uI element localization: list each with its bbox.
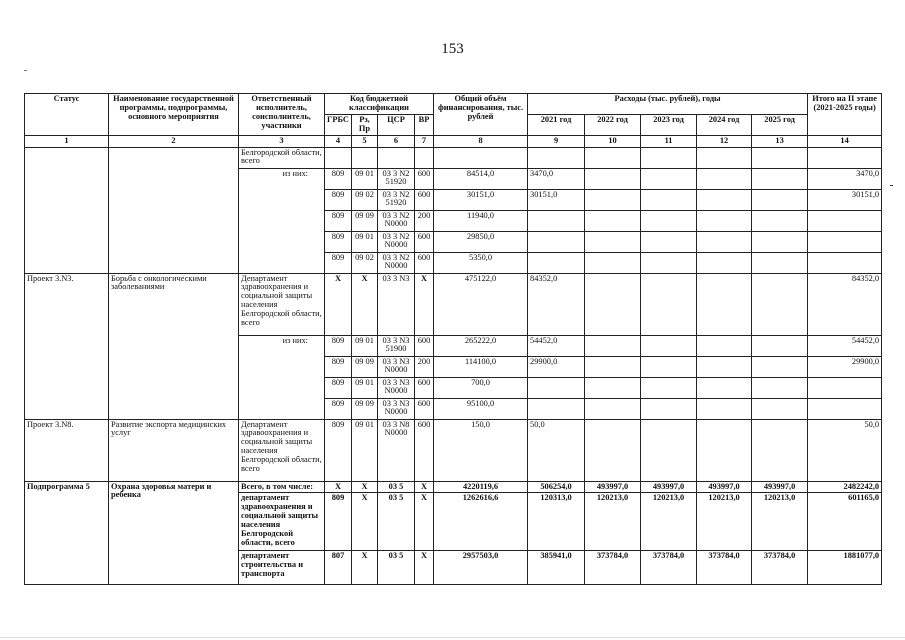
rz-pr-cell: 09 01 (352, 419, 378, 481)
rz-pr-cell: 09 01 (352, 168, 378, 189)
year-2025-cell (752, 356, 808, 377)
vr-cell: 600 (415, 231, 434, 252)
budget-table (24, 93, 882, 585)
rz-pr-cell: Х (352, 551, 378, 585)
year-2022-cell (585, 168, 641, 189)
responsible-cell: департамент здравоохранения и социальной защиты населения Белгородской области, всего (239, 493, 325, 551)
responsible-cell: Департамент здравоохранения и социальной защиты населения Белгородской области, всего (239, 273, 325, 335)
header-budget-code: Код бюджетной классификации (325, 94, 434, 115)
csr-cell: 03 3 N3 N0000 (378, 398, 415, 419)
table-row (25, 481, 882, 493)
year-2022-cell: 493997,0 (585, 481, 641, 493)
total-cell: 29850,0 (434, 231, 528, 252)
year-2023-cell (641, 419, 697, 481)
rz-pr-cell (352, 147, 378, 168)
year-2022-cell (585, 419, 641, 481)
grbs-cell: 809 (325, 377, 352, 398)
stage-total-cell: 3470,0 (808, 168, 882, 189)
csr-cell: 03 3 N3 (378, 273, 415, 335)
year-2024-cell (697, 147, 752, 168)
year-2023-cell (641, 377, 697, 398)
csr-cell: 03 3 N2 51920 (378, 189, 415, 210)
grbs-cell: 809 (325, 493, 352, 551)
responsible-cell: Департамент здравоохранения и социальной защиты населения Белгородской области, всего (239, 419, 325, 481)
column-number: 8 (434, 135, 528, 147)
stage-total-cell: 2482242,0 (808, 481, 882, 493)
vr-cell (415, 147, 434, 168)
year-2025-cell (752, 419, 808, 481)
grbs-cell: 809 (325, 335, 352, 356)
total-cell: 475122,0 (434, 273, 528, 335)
grbs-cell: 809 (325, 210, 352, 231)
year-2021-cell: 506254,0 (528, 481, 585, 493)
stage-total-cell (808, 210, 882, 231)
header-grbs: ГРБС (325, 114, 352, 135)
year-2025-cell (752, 210, 808, 231)
stage-total-cell: 601165,0 (808, 493, 882, 551)
year-2023-cell (641, 147, 697, 168)
grbs-cell: 809 (325, 419, 352, 481)
year-2025-cell: 493997,0 (752, 481, 808, 493)
year-2021-cell (528, 377, 585, 398)
column-number: 12 (697, 135, 752, 147)
column-number: 5 (352, 135, 378, 147)
header-expenses: Расходы (тыс. рублей), годы (528, 94, 808, 115)
year-2024-cell: 373784,0 (697, 551, 752, 585)
year-2024-cell (697, 356, 752, 377)
column-number: 7 (415, 135, 434, 147)
year-2024-cell (697, 398, 752, 419)
vr-cell: 600 (415, 252, 434, 273)
total-cell: 95100,0 (434, 398, 528, 419)
year-2025-cell (752, 231, 808, 252)
grbs-cell: Х (325, 273, 352, 335)
year-2025-cell (752, 252, 808, 273)
year-2021-cell: 120313,0 (528, 493, 585, 551)
csr-cell: 03 3 N3 N0000 (378, 356, 415, 377)
year-2022-cell (585, 356, 641, 377)
sub-label: из них: (282, 335, 308, 345)
grbs-cell: 809 (325, 252, 352, 273)
year-2023-cell: 373784,0 (641, 551, 697, 585)
year-2024-cell (697, 189, 752, 210)
rz-pr-cell: 09 09 (352, 210, 378, 231)
vr-cell: 600 (415, 398, 434, 419)
year-2023-cell (641, 189, 697, 210)
table-row (25, 273, 882, 335)
year-2021-cell: 54452,0 (528, 335, 585, 356)
csr-cell: 03 5 (378, 551, 415, 585)
csr-cell: 03 3 N2 N0000 (378, 210, 415, 231)
year-2023-cell (641, 356, 697, 377)
year-2024-cell (697, 210, 752, 231)
total-cell: 11940,0 (434, 210, 528, 231)
stage-total-cell (808, 398, 882, 419)
responsible-cell: департамент строительства и транспорта (239, 551, 325, 585)
column-number: 11 (641, 135, 697, 147)
table-row (25, 419, 882, 481)
year-2024-cell (697, 377, 752, 398)
header-responsible: Ответственный исполнитель, соисполнитель, участники (239, 94, 325, 136)
name-cell: Развитие экспорта медицинских услуг (109, 419, 239, 481)
year-2021-cell (528, 398, 585, 419)
vr-cell: 600 (415, 377, 434, 398)
vr-cell: 600 (415, 168, 434, 189)
name-cell: Охрана здоровья матери и ребенка (109, 481, 239, 585)
csr-cell: 03 5 (378, 493, 415, 551)
year-2023-cell: 493997,0 (641, 481, 697, 493)
year-2022-cell: 120213,0 (585, 493, 641, 551)
year-2021-cell: 3470,0 (528, 168, 585, 189)
header-status: Статус (25, 94, 109, 136)
name-cell: Борьба с онкологическими заболеваниями (109, 273, 239, 419)
year-2024-cell: 493997,0 (697, 481, 752, 493)
status-cell: Проект 3.N3. (25, 273, 109, 419)
year-2023-cell (641, 252, 697, 273)
year-2023-cell (641, 231, 697, 252)
grbs-cell: Х (325, 481, 352, 493)
year-2021-cell (528, 252, 585, 273)
sub-label-cell (239, 168, 325, 273)
header-2023: 2023 год (641, 114, 697, 135)
year-2025-cell (752, 377, 808, 398)
scan-mark (0, 637, 905, 638)
header-2022: 2022 год (585, 114, 641, 135)
grbs-cell (325, 147, 352, 168)
rz-pr-cell: 09 02 (352, 252, 378, 273)
year-2022-cell (585, 231, 641, 252)
csr-cell (378, 147, 415, 168)
scan-mark (24, 70, 27, 71)
stage-total-cell: 54452,0 (808, 335, 882, 356)
year-2022-cell: 373784,0 (585, 551, 641, 585)
year-2021-cell (528, 231, 585, 252)
vr-cell: Х (415, 481, 434, 493)
year-2023-cell (641, 168, 697, 189)
total-cell: 4220119,6 (434, 481, 528, 493)
year-2024-cell (697, 252, 752, 273)
stage-total-cell (808, 377, 882, 398)
page-number: 153 (441, 41, 464, 57)
vr-cell: Х (415, 493, 434, 551)
name-cell (109, 147, 239, 273)
rz-pr-cell: Х (352, 273, 378, 335)
year-2022-cell (585, 147, 641, 168)
total-cell: 150,0 (434, 419, 528, 481)
year-2023-cell: 120213,0 (641, 493, 697, 551)
year-2021-cell: 84352,0 (528, 273, 585, 335)
year-2025-cell: 373784,0 (752, 551, 808, 585)
status-cell (25, 147, 109, 273)
year-2022-cell (585, 335, 641, 356)
scan-dot (890, 185, 893, 186)
stage-total-cell (808, 147, 882, 168)
csr-cell: 03 3 N2 51920 (378, 168, 415, 189)
year-2022-cell (585, 252, 641, 273)
grbs-cell: 809 (325, 231, 352, 252)
csr-cell: 03 3 N2 N0000 (378, 252, 415, 273)
year-2024-cell (697, 335, 752, 356)
header-2021: 2021 год (528, 114, 585, 135)
column-number: 3 (239, 135, 325, 147)
csr-cell: 03 3 N2 N0000 (378, 231, 415, 252)
total-cell: 700,0 (434, 377, 528, 398)
year-2022-cell (585, 210, 641, 231)
year-2024-cell (697, 273, 752, 335)
column-number: 13 (752, 135, 808, 147)
year-2025-cell (752, 335, 808, 356)
rz-pr-cell: Х (352, 493, 378, 551)
header-2024: 2024 год (697, 114, 752, 135)
stage-total-cell: 1881077,0 (808, 551, 882, 585)
column-number: 10 (585, 135, 641, 147)
column-number: 2 (109, 135, 239, 147)
stage-total-cell: 84352,0 (808, 273, 882, 335)
csr-cell: 03 3 N8 N0000 (378, 419, 415, 481)
table-header-row (25, 94, 882, 115)
rz-pr-cell: 09 01 (352, 335, 378, 356)
year-2025-cell (752, 189, 808, 210)
year-2021-cell: 29900,0 (528, 356, 585, 377)
grbs-cell: 807 (325, 551, 352, 585)
header-total: Общий объём финансирования, тыс. рублей (434, 94, 528, 136)
header-csr: ЦСР (378, 114, 415, 135)
year-2024-cell (697, 419, 752, 481)
year-2023-cell (641, 398, 697, 419)
vr-cell: Х (415, 551, 434, 585)
header-2025: 2025 год (752, 114, 808, 135)
responsible-cell: Белгородской области, всего (239, 147, 325, 168)
vr-cell: 200 (415, 356, 434, 377)
column-number: 1 (25, 135, 109, 147)
year-2021-cell (528, 147, 585, 168)
year-2025-cell: 120213,0 (752, 493, 808, 551)
vr-cell: 200 (415, 210, 434, 231)
column-number-row (25, 135, 882, 147)
stage-total-cell: 50,0 (808, 419, 882, 481)
year-2025-cell (752, 168, 808, 189)
total-cell: 84514,0 (434, 168, 528, 189)
year-2025-cell (752, 147, 808, 168)
total-cell: 1262616,6 (434, 493, 528, 551)
total-cell: 265222,0 (434, 335, 528, 356)
column-number: 4 (325, 135, 352, 147)
rz-pr-cell: Х (352, 481, 378, 493)
stage-total-cell: 30151,0 (808, 189, 882, 210)
year-2024-cell (697, 168, 752, 189)
total-cell (434, 147, 528, 168)
year-2025-cell (752, 398, 808, 419)
rz-pr-cell: 09 02 (352, 189, 378, 210)
year-2024-cell: 120213,0 (697, 493, 752, 551)
year-2021-cell: 385941,0 (528, 551, 585, 585)
stage-total-cell (808, 231, 882, 252)
year-2022-cell (585, 273, 641, 335)
rz-pr-cell: 09 09 (352, 356, 378, 377)
status-cell: Подпрограмма 5 (25, 481, 109, 585)
year-2022-cell (585, 377, 641, 398)
vr-cell: 600 (415, 335, 434, 356)
total-cell: 30151,0 (434, 189, 528, 210)
year-2023-cell (641, 335, 697, 356)
table-row (25, 147, 882, 168)
year-2024-cell (697, 231, 752, 252)
sub-label: из них: (282, 168, 308, 178)
year-2023-cell (641, 210, 697, 231)
sub-label-cell (239, 335, 325, 419)
total-cell: 5350,0 (434, 252, 528, 273)
header-name: Наименование государственной программы, подпрограммы, основного мероприятия (109, 94, 239, 136)
year-2023-cell (641, 273, 697, 335)
grbs-cell: 809 (325, 168, 352, 189)
rz-pr-cell: 09 01 (352, 231, 378, 252)
grbs-cell: 809 (325, 189, 352, 210)
vr-cell: Х (415, 273, 434, 335)
vr-cell: 600 (415, 189, 434, 210)
grbs-cell: 809 (325, 398, 352, 419)
rz-pr-cell: 09 09 (352, 398, 378, 419)
column-number: 14 (808, 135, 882, 147)
year-2021-cell (528, 210, 585, 231)
total-cell: 2957503,0 (434, 551, 528, 585)
year-2025-cell (752, 273, 808, 335)
stage-total-cell (808, 252, 882, 273)
year-2022-cell (585, 398, 641, 419)
year-2021-cell: 50,0 (528, 419, 585, 481)
total-cell: 114100,0 (434, 356, 528, 377)
vr-cell: 600 (415, 419, 434, 481)
responsible-cell: Всего, в том числе: (239, 481, 325, 493)
csr-cell: 03 3 N3 N0000 (378, 377, 415, 398)
csr-cell: 03 3 N3 51900 (378, 335, 415, 356)
grbs-cell: 809 (325, 356, 352, 377)
header-rz-pr: Рз, Пр (352, 114, 378, 135)
stage-total-cell: 29900,0 (808, 356, 882, 377)
year-2021-cell: 30151,0 (528, 189, 585, 210)
status-cell: Проект 3.N8. (25, 419, 109, 481)
csr-cell: 03 5 (378, 481, 415, 493)
rz-pr-cell: 09 01 (352, 377, 378, 398)
column-number: 9 (528, 135, 585, 147)
year-2022-cell (585, 189, 641, 210)
header-stage-total: Итого на II этапе (2021-2025 годы) (808, 94, 882, 136)
header-vr: ВР (415, 114, 434, 135)
column-number: 6 (378, 135, 415, 147)
